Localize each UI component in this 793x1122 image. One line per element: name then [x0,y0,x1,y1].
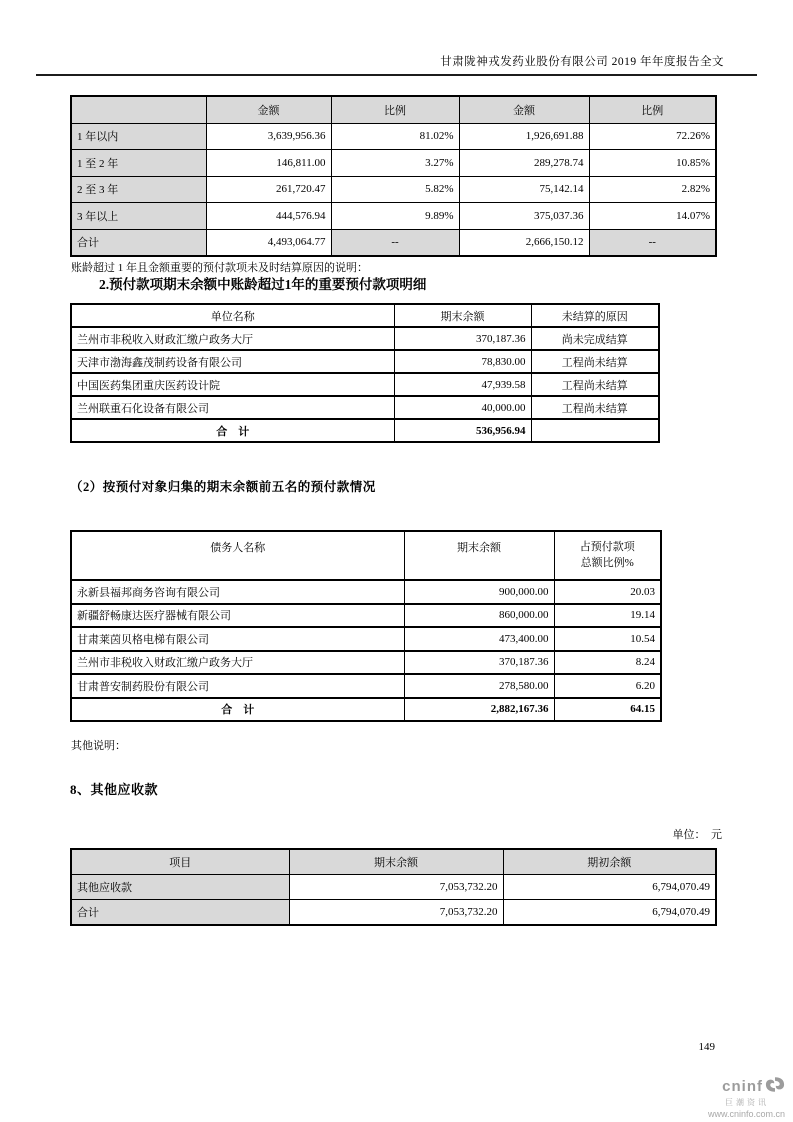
row-label: 3 年以上 [71,203,206,230]
row-label: 1 至 2 年 [71,150,206,177]
cell-value: 289,278.74 [459,150,589,177]
table-row [71,327,659,350]
row-label: 其他应收款 [71,875,289,900]
row-label: 合 计 [71,419,394,442]
other-receivables-table [70,848,717,926]
cell-value: 78,830.00 [394,350,531,373]
table-row [71,150,716,177]
cell-value: 473,400.00 [404,627,554,651]
cell-value: 278,580.00 [404,674,554,698]
row-label: 新疆舒畅康达医疗器械有限公司 [71,604,404,628]
table-row [71,123,716,150]
cell-value: 9.89% [331,203,459,230]
cell-value: 工程尚未结算 [531,396,659,419]
section-title-other-receivables: 8、其他应收款 [70,782,159,797]
column-header: 期末余额 [289,849,503,875]
cell-value: 146,811.00 [206,150,331,177]
cell-value: 3,639,956.36 [206,123,331,150]
column-header: 比例 [331,96,459,123]
row-label: 合计 [71,900,289,926]
cell-value: 72.26% [589,123,716,150]
cell-value: 3.27% [331,150,459,177]
column-header: 债务人名称 [71,531,404,580]
cell-value [531,419,659,442]
cell-value: 75,142.14 [459,176,589,203]
cell-value: 900,000.00 [404,580,554,604]
cell-value: 10.54 [554,627,661,651]
table-header-row [71,531,661,580]
table-row [71,604,661,628]
cell-value: 6,794,070.49 [503,900,716,926]
cell-value: 14.07% [589,203,716,230]
section-title-top5: （2）按预付对象归集的期末余额前五名的预付款情况 [70,480,376,494]
cell-value: -- [331,229,459,256]
cell-value: 2.82% [589,176,716,203]
column-header: 期末余额 [394,304,531,327]
cell-value: 7,053,732.20 [289,900,503,926]
cell-value: 81.02% [331,123,459,150]
cell-value: 10.85% [589,150,716,177]
swirl-icon [765,1076,785,1097]
logo-brand-line [708,1076,785,1097]
table-header-row [71,304,659,327]
column-header: 金额 [459,96,589,123]
row-label: 中国医药集团重庆医药设计院 [71,373,394,396]
cell-value: 6,794,070.49 [503,875,716,900]
cell-value: 370,187.36 [404,651,554,675]
column-header: 金额 [206,96,331,123]
row-label: 兰州市非税收入财政汇缴户政务大厅 [71,651,404,675]
logo-brand-text: cninf [722,1078,763,1095]
aging-note: 账龄超过 1 年且金额重要的预付款项未及时结算原因的说明： [71,262,368,274]
cninfo-logo [708,1076,785,1119]
cell-value: 2,666,150.12 [459,229,589,256]
table-row [71,651,661,675]
unit-label: 单位： 元 [672,829,722,841]
row-label: 永新县福邦商务咨询有限公司 [71,580,404,604]
logo-url: www.cninfo.com.cn [707,1109,785,1119]
cell-value: 20.03 [554,580,661,604]
column-header: 单位名称 [71,304,394,327]
cell-value: 444,576.94 [206,203,331,230]
cell-value: 5.82% [331,176,459,203]
prepay-detail-table [70,303,660,443]
column-header: 期末余额 [404,531,554,580]
cell-value: 工程尚未结算 [531,350,659,373]
cell-value: 64.15 [554,698,661,722]
document-header [36,0,757,76]
column-header [554,531,661,580]
row-label: 合计 [71,229,206,256]
row-label: 1 年以内 [71,123,206,150]
cell-value: 261,720.47 [206,176,331,203]
row-label: 2 至 3 年 [71,176,206,203]
cell-value: 2,882,167.36 [404,698,554,722]
document-title: 甘肃陇神戎发药业股份有限公司 2019 年年度报告全文 [440,56,724,68]
table-row [71,176,716,203]
cell-value: 536,956.94 [394,419,531,442]
row-label: 兰州市非税收入财政汇缴户政务大厅 [71,327,394,350]
table-row [71,674,661,698]
cell-value: 1,926,691.88 [459,123,589,150]
cell-value: 8.24 [554,651,661,675]
table-header-row [71,96,716,123]
cell-value: 6.20 [554,674,661,698]
column-header-line2: 总额比例% [580,557,634,569]
cell-value: 47,939.58 [394,373,531,396]
table-total-row [71,900,716,926]
cell-value: 375,037.36 [459,203,589,230]
table-row [71,580,661,604]
cell-value: -- [589,229,716,256]
column-header-line1: 占预付款项 [579,541,635,553]
cell-value: 40,000.00 [394,396,531,419]
cell-value: 19.14 [554,604,661,628]
row-label: 甘肃莱茵贝格电梯有限公司 [71,627,404,651]
table-row [71,373,659,396]
cell-value: 工程尚未结算 [531,373,659,396]
row-label: 甘肃普安制药股份有限公司 [71,674,404,698]
table-row [71,203,716,230]
aging-analysis-table [70,95,717,257]
column-header: 比例 [589,96,716,123]
table-total-row [71,229,716,256]
cell-value: 370,187.36 [394,327,531,350]
table-row [71,875,716,900]
column-header: 未结算的原因 [531,304,659,327]
row-label: 天津市渤海鑫茂制药设备有限公司 [71,350,394,373]
column-header: 项目 [71,849,289,875]
table-header-row [71,849,716,875]
section-title-prepay-detail: 2.预付款项期末余额中账龄超过1年的重要预付款项明细 [99,277,427,292]
table-row [71,396,659,419]
row-label: 合 计 [71,698,404,722]
cell-value: 尚未完成结算 [531,327,659,350]
cell-value: 860,000.00 [404,604,554,628]
row-label: 兰州联重石化设备有限公司 [71,396,394,419]
page-number: 149 [698,1041,715,1053]
top5-prepayments-table [70,530,662,722]
other-note: 其他说明： [71,740,126,752]
table-total-row [71,419,659,442]
logo-caption: 巨潮资讯 [725,1098,769,1107]
column-header-empty [71,96,206,123]
table-row [71,627,661,651]
column-header: 期初余额 [503,849,716,875]
cell-value: 4,493,064.77 [206,229,331,256]
table-row [71,350,659,373]
cell-value: 7,053,732.20 [289,875,503,900]
table-total-row [71,698,661,722]
